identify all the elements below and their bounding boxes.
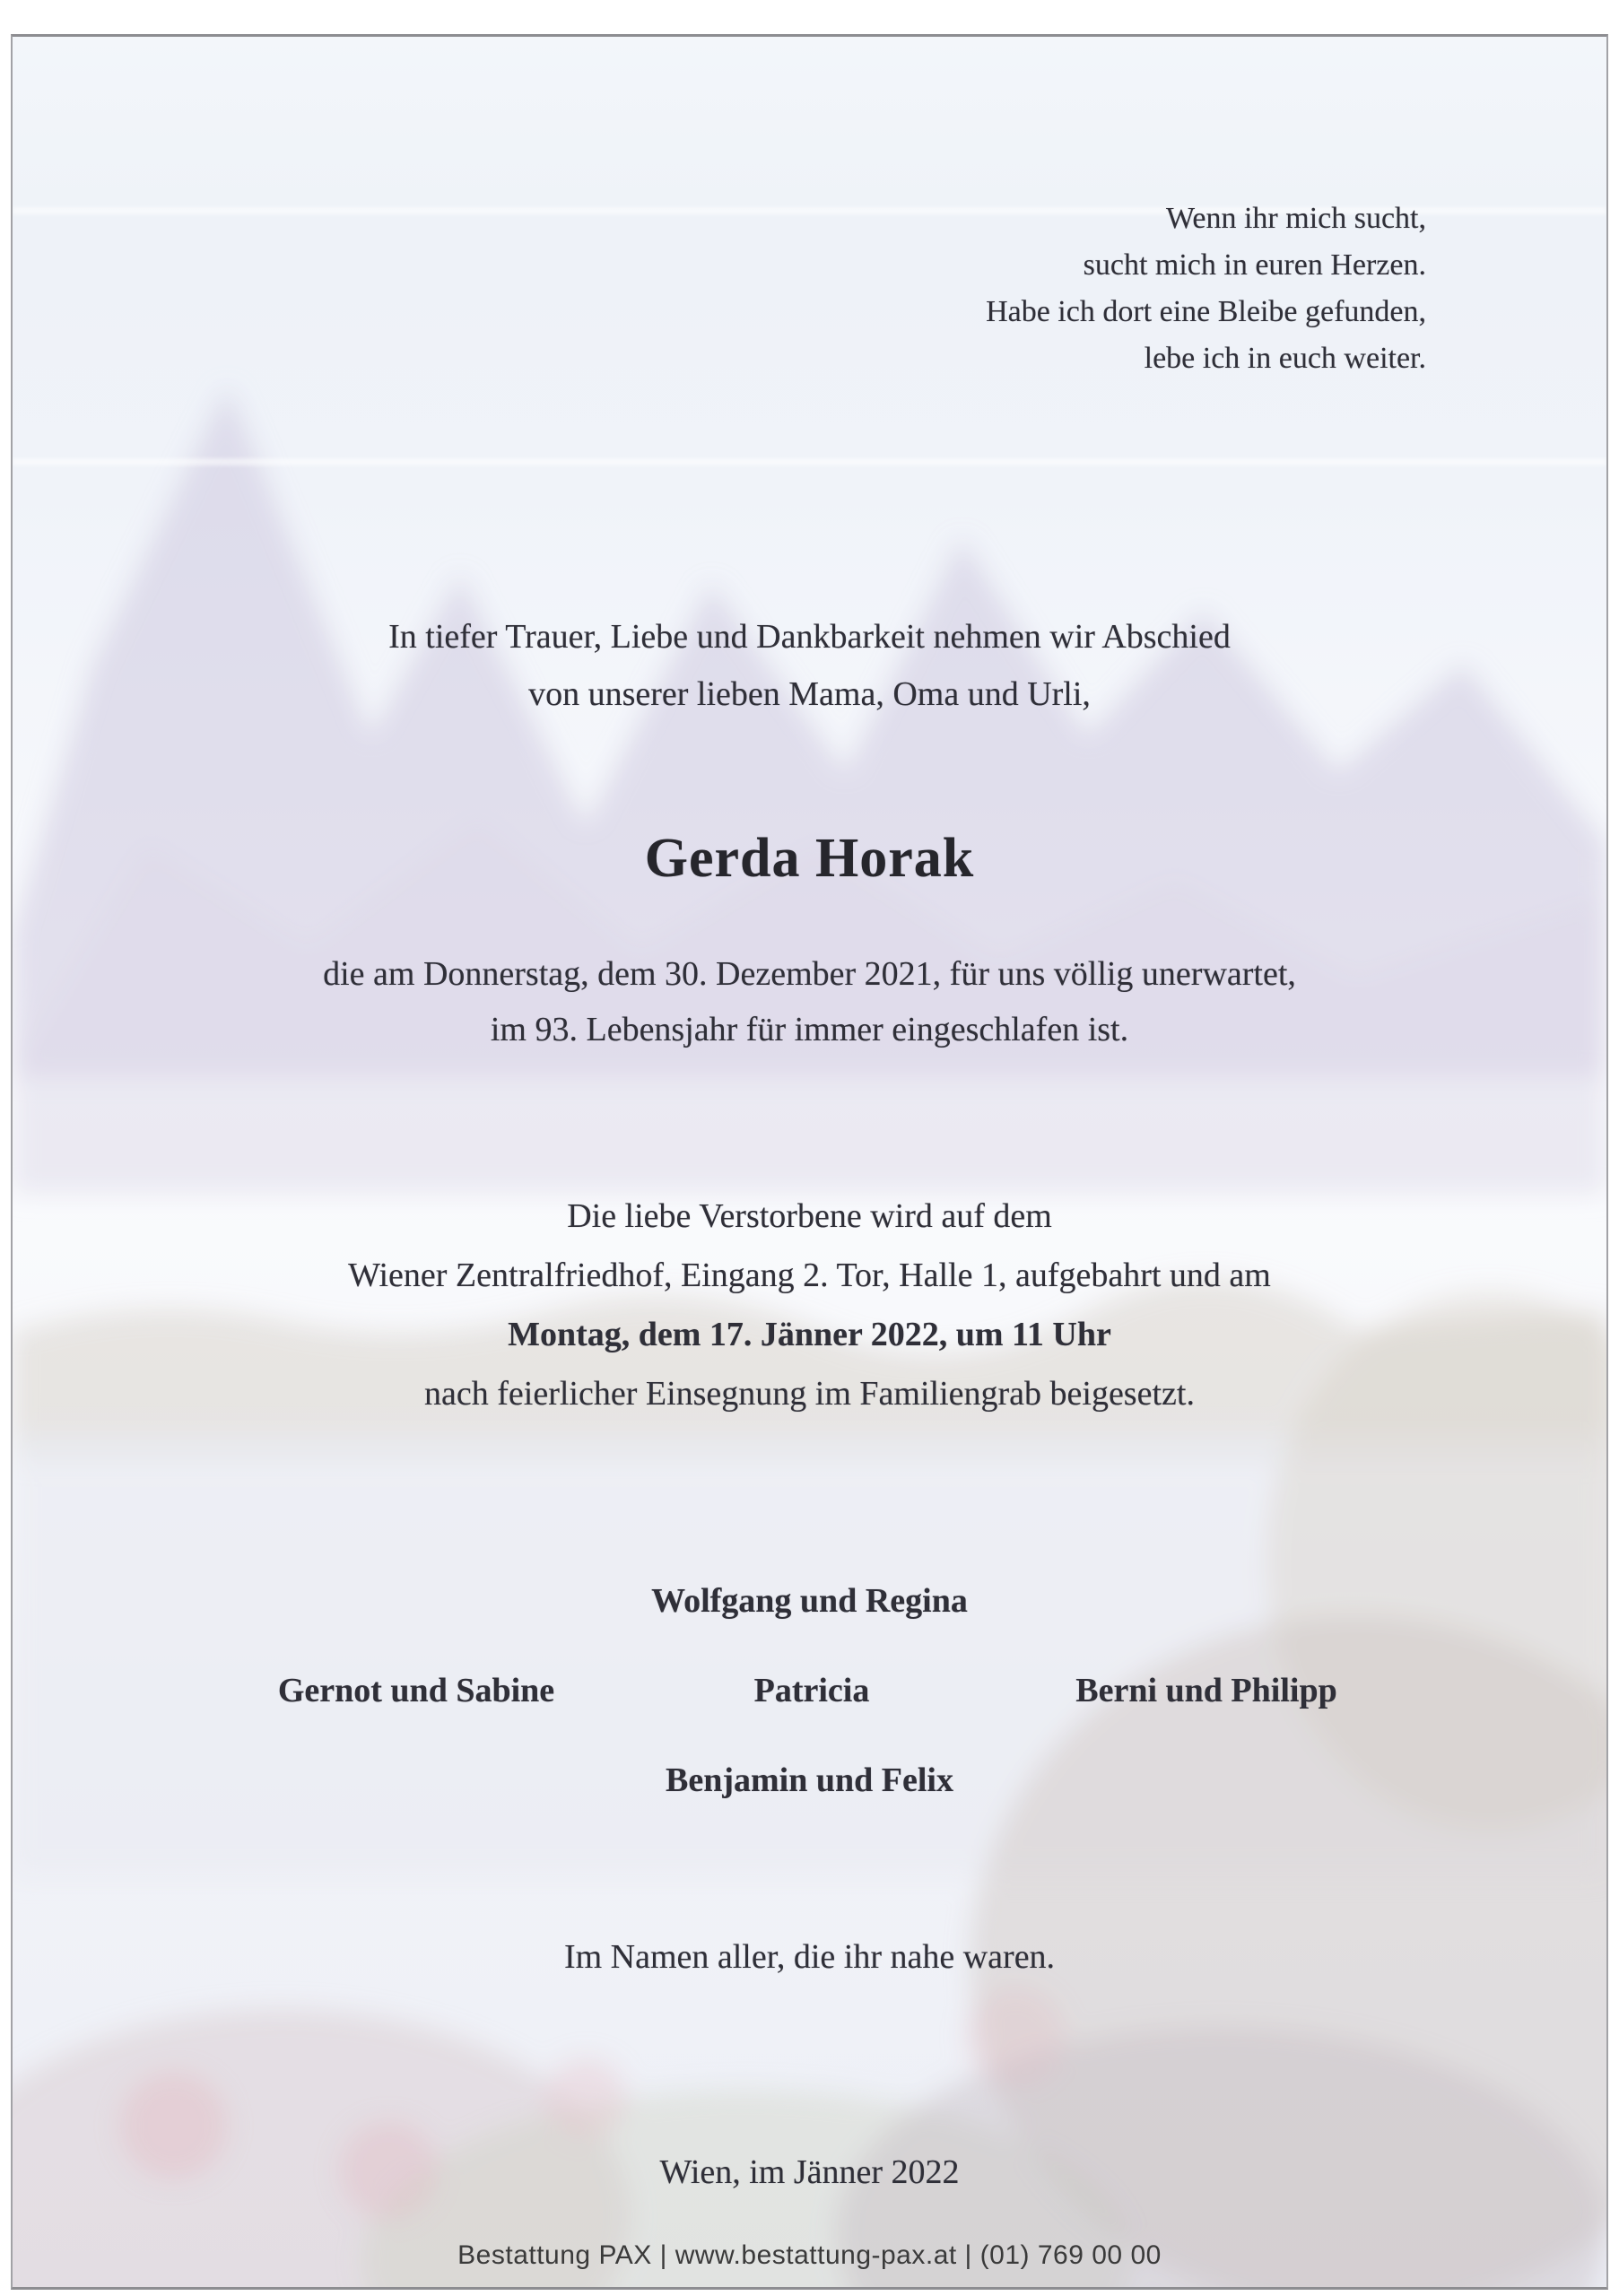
death-info-paragraph [0,946,1619,1057]
death-info-line: im 93. Lebensjahr für immer eingeschlafen ist. [490,1011,1129,1048]
deceased-name: Gerda Horak [644,828,975,889]
intro-line: In tiefer Trauer, Liebe und Dankbarkeit nehmen wir Abschied [388,618,1231,656]
mourner-name: Patricia [753,1672,870,1709]
poem-line: Wenn ihr mich sucht, [1166,202,1426,235]
death-info-line: die am Donnerstag, dem 30. Dezember 2021, für uns völlig unerwartet, [323,955,1296,993]
scan-streak [13,458,1606,465]
intro-line: von unserer lieben Mama, Oma und Urli, [528,675,1091,713]
intro-paragraph [0,608,1619,723]
mourner-name: Berni und Philipp [1075,1672,1337,1709]
funeral-line: nach feierlicher Einsegnung im Familiengrab beigesetzt. [424,1375,1195,1413]
funeral-home-footer: Bestattung PAX | www.bestattung-pax.at | (01) 769 00 00 [457,2240,1162,2270]
funeral-paragraph [0,1187,1619,1423]
poem-line: lebe ich in euch weiter. [1144,342,1426,375]
funeral-line: Die liebe Verstorbene wird auf dem [567,1197,1052,1235]
mourner-name: Gernot und Sabine [277,1672,555,1709]
poem [986,196,1426,382]
closing-line: Im Namen aller, die ihr nahe waren. [563,1938,1056,1976]
mourners-row-3: Benjamin und Felix [666,1761,953,1799]
funeral-date-line: Montag, dem 17. Jänner 2022, um 11 Uhr [508,1316,1111,1353]
place-date-line: Wien, im Jänner 2022 [659,2153,960,2191]
funeral-location-line: Wiener Zentralfriedhof, Eingang 2. Tor, Halle 1, aufgebahrt und am [348,1257,1271,1294]
poem-line: Habe ich dort eine Bleibe gefunden, [986,295,1426,328]
mourners-row-1: Wolfgang und Regina [651,1582,968,1620]
poem-line: sucht mich in euren Herzen. [1083,248,1426,282]
